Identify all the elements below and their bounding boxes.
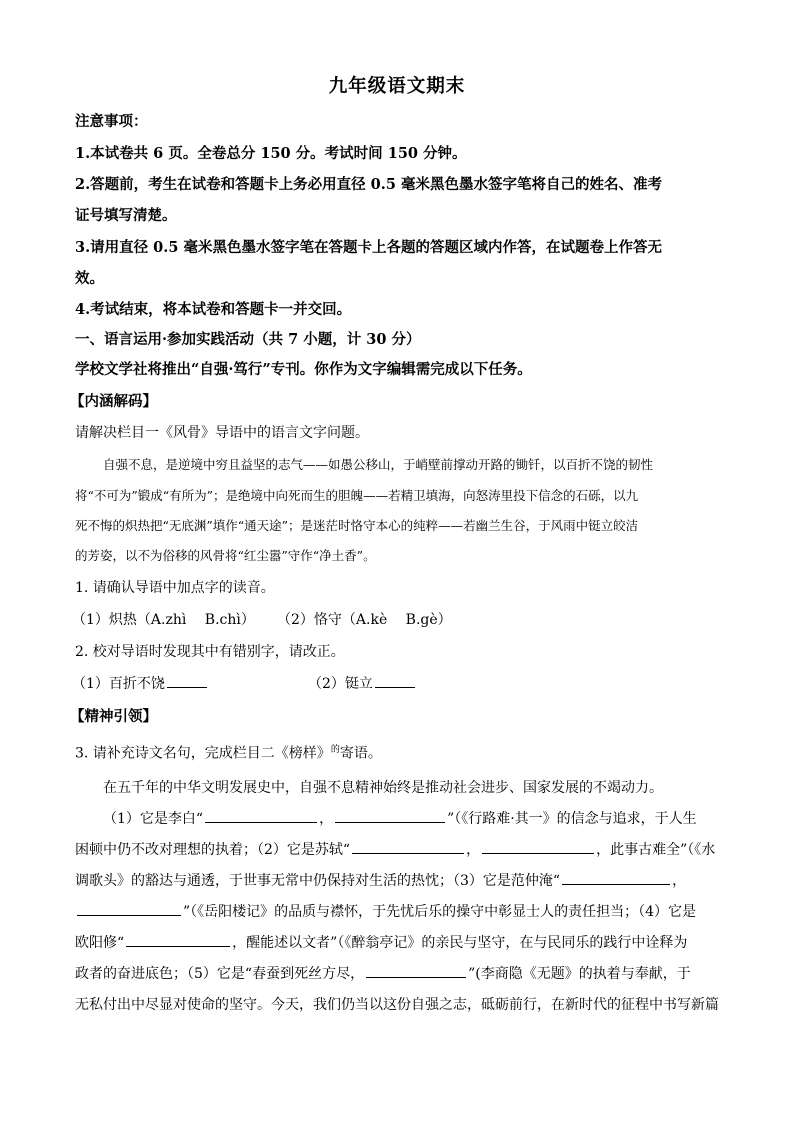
answer-blank[interactable] (562, 870, 670, 885)
answer-blank[interactable] (482, 839, 594, 854)
paragraph-line-2 (103, 808, 697, 828)
quote-line-1: 自强不息，是逆境中穷且益坚的志气——如愚公移山，于峭壁前撑动开路的锄钎，以百折不饶的韧性 (103, 457, 654, 472)
answer-blank[interactable] (126, 932, 230, 947)
text-segment: 调歌头》的豁达与通透，于世事无常中仍保持对生活的热忱；（3）它是范仲淹“ (75, 873, 561, 889)
quote-line-2: 将“不可为”锻成“有所为”；是绝境中向死而生的胆魄——若精卫填海，向怒涛里投下信念的石砾，以九 (75, 488, 639, 503)
notice-heading: 注意事项： (75, 113, 148, 130)
paragraph-line-3 (75, 839, 715, 859)
paragraph-line-8: 无私付出中尽显对使命的坚守。今天，我们仍当以这份自强之志，砥砺前行，在新时代的征程中书写新篇 (75, 997, 719, 1013)
page-title: 九年级语文期末 (328, 76, 466, 97)
text-segment: 困顿中仍不改对理想的执着；（2）它是苏轼“ (75, 842, 351, 858)
answer-blank[interactable] (167, 673, 207, 688)
question-1-option-2: （2）恪守（A.kè B.gè） (277, 612, 452, 628)
text-segment: ， (672, 873, 687, 889)
answer-blank[interactable] (352, 839, 464, 854)
text-segment: ”（《岳阳楼记》的品质与襟怀，于先忧后乐的操守中彰显士人的责任担当；（4）它是 (183, 904, 697, 920)
question-1: 1. 请确认导语中加点字的读音。 (75, 580, 275, 596)
text-segment: ， (319, 811, 334, 827)
question-1-option-1: （1）炽热（A.zhì B.chì） (72, 612, 255, 628)
paragraph-line-4 (75, 870, 686, 890)
question-2-item-1 (72, 673, 209, 693)
text-segment: ”（《行路难·其一》的信念与追求，于人生 (447, 811, 697, 827)
quote-line-3: 死不悔的炽热把“无底渊”填作“通天途”；是迷茫时恪守本心的纯粹——若幽兰生谷，于风雨中铤立皎洁 (75, 518, 639, 533)
notice-item-3a: 3.请用直径 0.5 毫米黑色墨水签字笔在答题卡上各题的答题区域内作答，在试题卷上作答无 (75, 239, 662, 256)
question-3-text: 3. 请补充诗文名句，完成栏目二《榜样》 (75, 745, 331, 762)
answer-blank[interactable] (77, 901, 181, 916)
part-1-intro: 请解决栏目一《风骨》导语中的语言文字问题。 (75, 425, 369, 441)
notice-item-2a: 2.答题前，考生在试卷和答题卡上务必用直径 0.5 毫米黑色墨水签字笔将自己的姓名、准考 (75, 176, 662, 193)
notice-item-3b: 效。 (75, 270, 104, 287)
section-1-intro: 学校文学社将推出“自强·笃行”专刊。你作为文字编辑需完成以下任务。 (75, 361, 532, 378)
text-segment: ，此事古难全”（《水 (596, 842, 716, 858)
answer-blank[interactable] (335, 808, 445, 823)
notice-item-1: 1.本试卷共 6 页。全卷总分 150 分。考试时间 150 分钟。 (75, 145, 467, 162)
paragraph-line-6 (75, 932, 687, 952)
text-segment: ， (466, 842, 481, 858)
text-segment: ，醒能述以文者”（《醉翁亭记》的亲民与坚守，在与民同乐的践行中诠释为 (232, 935, 688, 951)
text-segment: （1）它是李白“ (103, 811, 204, 827)
answer-blank[interactable] (205, 808, 317, 823)
answer-blank[interactable] (375, 673, 415, 688)
question-2-item-2-label: （2）铤立 (308, 676, 373, 692)
text-segment: ”(李商隐《无题》的执着与奉献，于 (468, 966, 691, 982)
paragraph-line-7 (75, 963, 691, 983)
question-3 (75, 742, 382, 763)
answer-blank[interactable] (366, 963, 466, 978)
part-2-heading: 【精神引领】 (70, 708, 157, 725)
question-2: 2. 校对导语时发现其中有错别字，请改正。 (75, 644, 345, 660)
quote-line-4: 的芳姿，以不为俗移的风骨将“红尘嚣”守作“净土香”。 (75, 548, 376, 563)
text-segment: 政者的奋进底色；（5）它是“春蚕到死丝方尽， (75, 966, 365, 982)
text-segment: 欧阳修“ (75, 935, 125, 951)
section-1-heading: 一、语言运用·参加实践活动（共 7 小题，计 30 分） (75, 331, 421, 348)
question-2-item-1-label: （1）百折不饶 (72, 676, 165, 692)
question-3-text-end: 寄语。 (339, 745, 382, 762)
paragraph-line-5 (75, 901, 696, 921)
part-1-heading: 【内涵解码】 (70, 393, 157, 410)
question-3-sup: 的 (330, 745, 340, 755)
question-2-item-2 (308, 673, 417, 693)
notice-item-4: 4.考试结束，将本试卷和答题卡一并交回。 (75, 301, 352, 318)
paragraph-line-1: 在五千年的中华文明发展史中，自强不息精神始终是推动社会进步、国家发展的不竭动力。 (103, 780, 663, 796)
notice-item-2b: 证号填写清楚。 (75, 207, 177, 224)
